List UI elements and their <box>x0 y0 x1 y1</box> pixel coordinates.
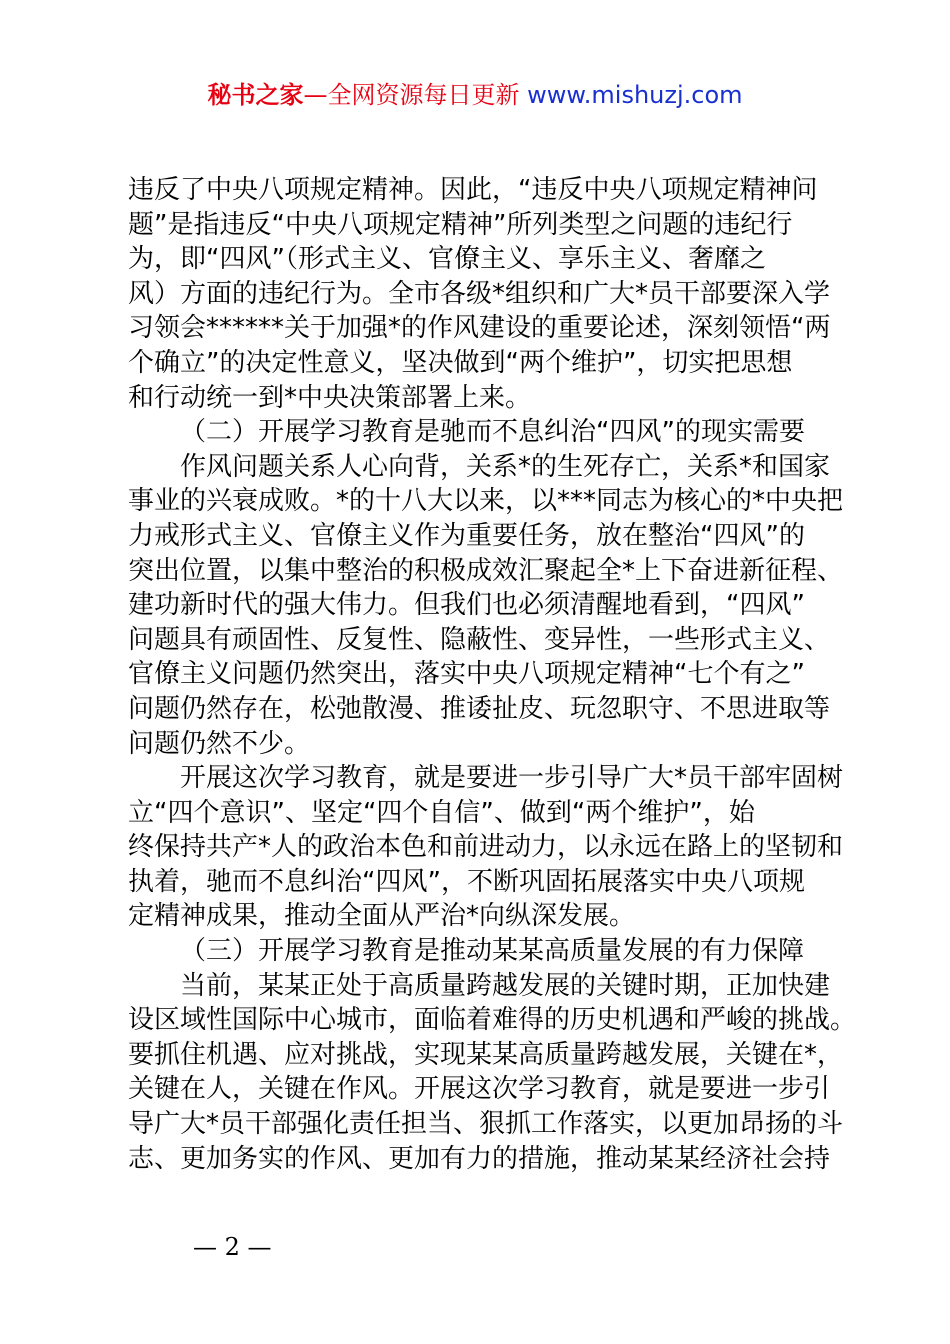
text-line: 导广大*员干部强化责任担当、狠抓工作落实，以更加昂扬的斗 <box>128 1109 844 1140</box>
text-line: 要抓住机遇、应对挑战，实现某某高质量跨越发展，关键在*， <box>128 1039 844 1070</box>
page-number: — 2 — <box>193 1233 272 1261</box>
text-line: 终保持共产*人的政治本色和前进动力，以永远在路上的坚韧和 <box>128 832 844 863</box>
site-header <box>0 80 950 110</box>
text-line: 风）方面的违纪行为。全市各级*组织和广大*员干部要深入学 <box>128 278 831 309</box>
paragraph-start-line: 开展这次学习教育，就是要进一步引导广大*员干部牢固树 <box>180 763 844 794</box>
paragraph-start-line: 作风问题关系人心向背，关系*的生死存亡，关系*和国家 <box>180 451 831 482</box>
section-heading: （三）开展学习教育是推动某某高质量发展的有力保障 <box>180 936 805 967</box>
text-line: 设区域性国际中心城市，面临着难得的历史机遇和严峻的挑战。 <box>128 1005 857 1036</box>
text-line: 违反了中央八项规定精神。因此，“违反中央八项规定精神问 <box>128 175 818 205</box>
text-line: 建功新时代的强大伟力。但我们也必须清醒地看到，“四风” <box>128 590 805 621</box>
document-body <box>128 173 857 1176</box>
text-line: 问题具有顽固性、反复性、隐蔽性、变异性，一些形式主义、 <box>128 624 831 655</box>
text-line: 执着，驰而不息纠治“四风”，不断巩固拓展落实中央八项规 <box>128 866 805 897</box>
text-line: 志、更加务实的作风、更加有力的措施，推动某某经济社会持 <box>128 1143 831 1174</box>
text-line: 定精神成果，推动全面从严治*向纵深发展。 <box>128 901 636 932</box>
text-line: 问题仍然不少。 <box>128 728 311 759</box>
site-tagline: —全网资源每日更新 <box>303 81 520 109</box>
text-line: 关键在人，关键在作风。开展这次学习教育，就是要进一步引 <box>128 1074 831 1105</box>
text-line: 和行动统一到*中央决策部署上来。 <box>128 382 532 413</box>
text-line: 突出位置，以集中整治的积极成效汇聚起全*上下奋进新征程、 <box>128 555 844 586</box>
text-line: 官僚主义问题仍然突出，落实中央八项规定精神“七个有之” <box>128 659 805 690</box>
text-line: 力戒形式主义、官僚主义作为重要任务，放在整治“四风”的 <box>128 520 805 551</box>
section-heading: （二）开展学习教育是驰而不息纠治“四风”的现实需要 <box>180 417 805 448</box>
site-url-link[interactable]: www.mishuzj.com <box>527 81 743 109</box>
paragraph-start-line: 当前，某某正处于高质量跨越发展的关键时期，正加快建 <box>180 970 831 1001</box>
text-line: 为，即“四风”（形式主义、官僚主义、享乐主义、奢靡之 <box>128 244 766 275</box>
text-line: 习领会******关于加强*的作风建设的重要论述，深刻领悟“两 <box>128 313 831 344</box>
text-line: 个确立”的决定性意义，坚决做到“两个维护”，切实把思想 <box>128 347 793 378</box>
text-line: 立“四个意识”、坚定“四个自信”、做到“两个维护”，始 <box>128 797 755 828</box>
text-line: 问题仍然存在，松弛散漫、推诿扯皮、玩忽职守、不思进取等 <box>128 693 831 724</box>
text-line: 事业的兴衰成败。*的十八大以来，以***同志为核心的*中央把 <box>128 486 844 517</box>
text-line: 题”是指违反“中央八项规定精神”所列类型之问题的违纪行 <box>128 209 793 240</box>
site-brand: 秘书之家 <box>207 81 304 109</box>
